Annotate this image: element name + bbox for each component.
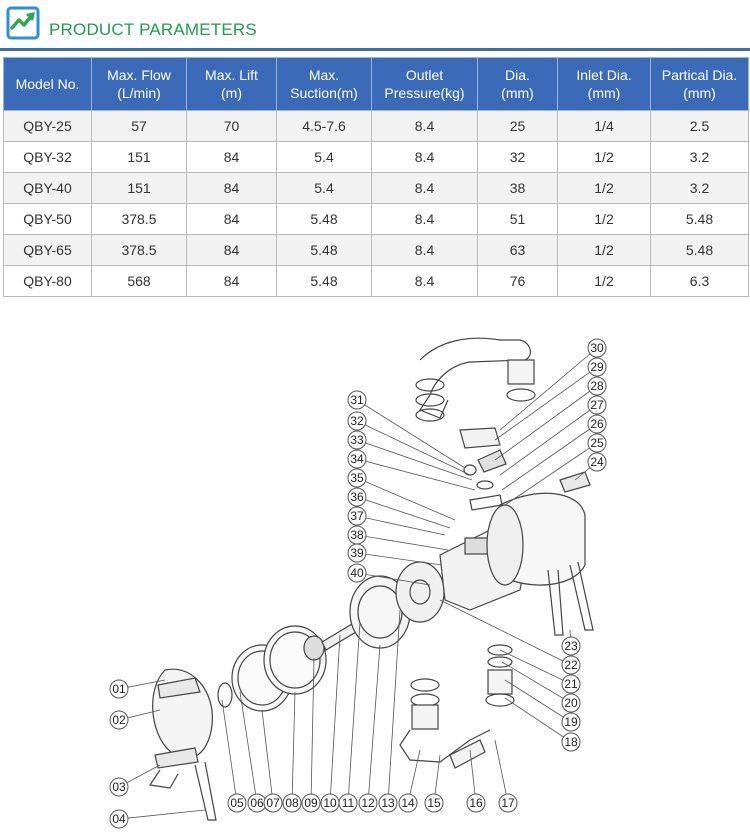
column-header: Dia. (mm) xyxy=(478,58,558,111)
callout-number: 04 xyxy=(112,812,126,826)
callout-number: 18 xyxy=(564,735,578,749)
table-cell: 1/2 xyxy=(558,235,651,266)
brand-logo-icon xyxy=(6,6,40,40)
callout-number: 12 xyxy=(361,796,375,810)
table-cell: 84 xyxy=(187,204,277,235)
table-cell: 63 xyxy=(478,235,558,266)
callout-number: 28 xyxy=(590,379,604,393)
table-cell: 84 xyxy=(187,142,277,173)
product-parameters-table xyxy=(3,57,749,297)
table-cell: 32 xyxy=(478,142,558,173)
table-cell: 76 xyxy=(478,266,558,297)
callout-number: 06 xyxy=(250,796,264,810)
table-cell: 38 xyxy=(478,173,558,204)
table-cell: 5.4 xyxy=(277,173,372,204)
callout-number: 27 xyxy=(590,398,604,412)
table-cell: 8.4 xyxy=(372,173,478,204)
table-cell: 5.4 xyxy=(277,142,372,173)
table-cell: QBY-25 xyxy=(4,111,92,142)
table-cell: 5.48 xyxy=(651,235,749,266)
table-cell: 84 xyxy=(187,173,277,204)
table-header-row xyxy=(4,58,749,111)
table-cell: 1/2 xyxy=(558,142,651,173)
callout-number: 13 xyxy=(381,796,395,810)
table-cell: 1/2 xyxy=(558,173,651,204)
callout-number: 08 xyxy=(285,796,299,810)
callout-08 xyxy=(283,692,301,812)
page-header xyxy=(0,0,750,56)
column-header: Inlet Dia. (mm) xyxy=(558,58,651,111)
callout-number: 17 xyxy=(501,796,515,810)
table-cell: QBY-80 xyxy=(4,266,92,297)
callout-number: 19 xyxy=(564,715,578,729)
callout-number: 07 xyxy=(266,796,280,810)
callout-number: 22 xyxy=(564,658,578,672)
callout-17 xyxy=(495,740,517,812)
callout-number: 21 xyxy=(564,677,578,691)
callout-number: 16 xyxy=(469,796,483,810)
pump-parts-drawing xyxy=(150,338,593,820)
callout-number: 24 xyxy=(590,455,604,469)
table-cell: 8.4 xyxy=(372,111,478,142)
callout-number: 29 xyxy=(590,360,604,374)
column-header: Max. Lift (m) xyxy=(187,58,277,111)
table-row xyxy=(4,266,749,297)
table-cell: 8.4 xyxy=(372,235,478,266)
table-row xyxy=(4,235,749,266)
page-title: PRODUCT PARAMETERS xyxy=(49,20,257,39)
callout-number: 10 xyxy=(323,796,337,810)
table-cell: 1/2 xyxy=(558,204,651,235)
callout-number: 34 xyxy=(350,452,364,466)
callout-22 xyxy=(440,600,580,674)
table-cell: 70 xyxy=(187,111,277,142)
table-cell: 568 xyxy=(92,266,187,297)
table-cell: QBY-32 xyxy=(4,142,92,173)
callout-number: 02 xyxy=(112,713,126,727)
callout-number: 38 xyxy=(350,528,364,542)
table-cell: 2.5 xyxy=(651,111,749,142)
table-row xyxy=(4,142,749,173)
table-cell: 5.48 xyxy=(277,204,372,235)
callout-26 xyxy=(502,415,606,490)
callout-number: 23 xyxy=(564,639,578,653)
callout-34 xyxy=(348,450,475,490)
callout-number: 31 xyxy=(350,393,364,407)
callout-15 xyxy=(425,755,443,812)
table-cell: 378.5 xyxy=(92,204,187,235)
table-cell: 57 xyxy=(92,111,187,142)
table-cell: 151 xyxy=(92,142,187,173)
table-cell: 151 xyxy=(92,173,187,204)
callout-number: 05 xyxy=(230,796,244,810)
callout-number: 01 xyxy=(112,682,126,696)
callout-04 xyxy=(110,810,205,828)
table-row xyxy=(4,204,749,235)
callout-number: 33 xyxy=(350,433,364,447)
table-row xyxy=(4,111,749,142)
callout-number: 40 xyxy=(350,566,364,580)
callout-number: 37 xyxy=(350,509,364,523)
callout-39 xyxy=(348,544,442,565)
table-cell: 1/4 xyxy=(558,111,651,142)
header-divider xyxy=(0,48,750,51)
column-header: Max. Suction(m) xyxy=(277,58,372,111)
table-cell: 8.4 xyxy=(372,142,478,173)
table-cell: 6.3 xyxy=(651,266,749,297)
table-cell: 5.48 xyxy=(651,204,749,235)
exploded-pump-diagram xyxy=(0,300,750,840)
table-cell: 25 xyxy=(478,111,558,142)
callout-11 xyxy=(339,622,360,812)
callout-number: 25 xyxy=(590,436,604,450)
callout-number: 35 xyxy=(350,471,364,485)
table-cell: QBY-40 xyxy=(4,173,92,204)
callout-number: 36 xyxy=(350,490,364,504)
table-cell: 84 xyxy=(187,266,277,297)
column-header: Max. Flow (L/min) xyxy=(92,58,187,111)
table-cell: QBY-50 xyxy=(4,204,92,235)
column-header: Outlet Pressure(kg) xyxy=(372,58,478,111)
table-body xyxy=(4,111,749,297)
callout-24 xyxy=(575,453,606,480)
table-cell: 5.48 xyxy=(277,266,372,297)
table-cell: 84 xyxy=(187,235,277,266)
table-cell: 51 xyxy=(478,204,558,235)
callout-number: 14 xyxy=(401,796,415,810)
column-header: Partical Dia. (mm) xyxy=(651,58,749,111)
table-cell: 378.5 xyxy=(92,235,187,266)
callout-number: 32 xyxy=(350,414,364,428)
table-cell: 1/2 xyxy=(558,266,651,297)
table-cell: 5.48 xyxy=(277,235,372,266)
callout-number: 09 xyxy=(304,796,318,810)
callout-number: 03 xyxy=(112,780,126,794)
callout-23 xyxy=(562,630,580,655)
table-row xyxy=(4,173,749,204)
column-header: Model No. xyxy=(4,58,92,111)
table-cell: QBY-65 xyxy=(4,235,92,266)
table-cell: 3.2 xyxy=(651,173,749,204)
callout-number: 26 xyxy=(590,417,604,431)
callout-number: 20 xyxy=(564,696,578,710)
callout-07 xyxy=(262,710,282,812)
callout-number: 30 xyxy=(590,341,604,355)
callout-12 xyxy=(359,645,380,812)
table-cell: 3.2 xyxy=(651,142,749,173)
callout-05 xyxy=(222,700,246,812)
table-cell: 8.4 xyxy=(372,204,478,235)
table-cell: 8.4 xyxy=(372,266,478,297)
table-cell: 4.5-7.6 xyxy=(277,111,372,142)
callout-number: 11 xyxy=(341,796,355,810)
callout-number: 39 xyxy=(350,546,364,560)
callout-number: 15 xyxy=(427,796,441,810)
